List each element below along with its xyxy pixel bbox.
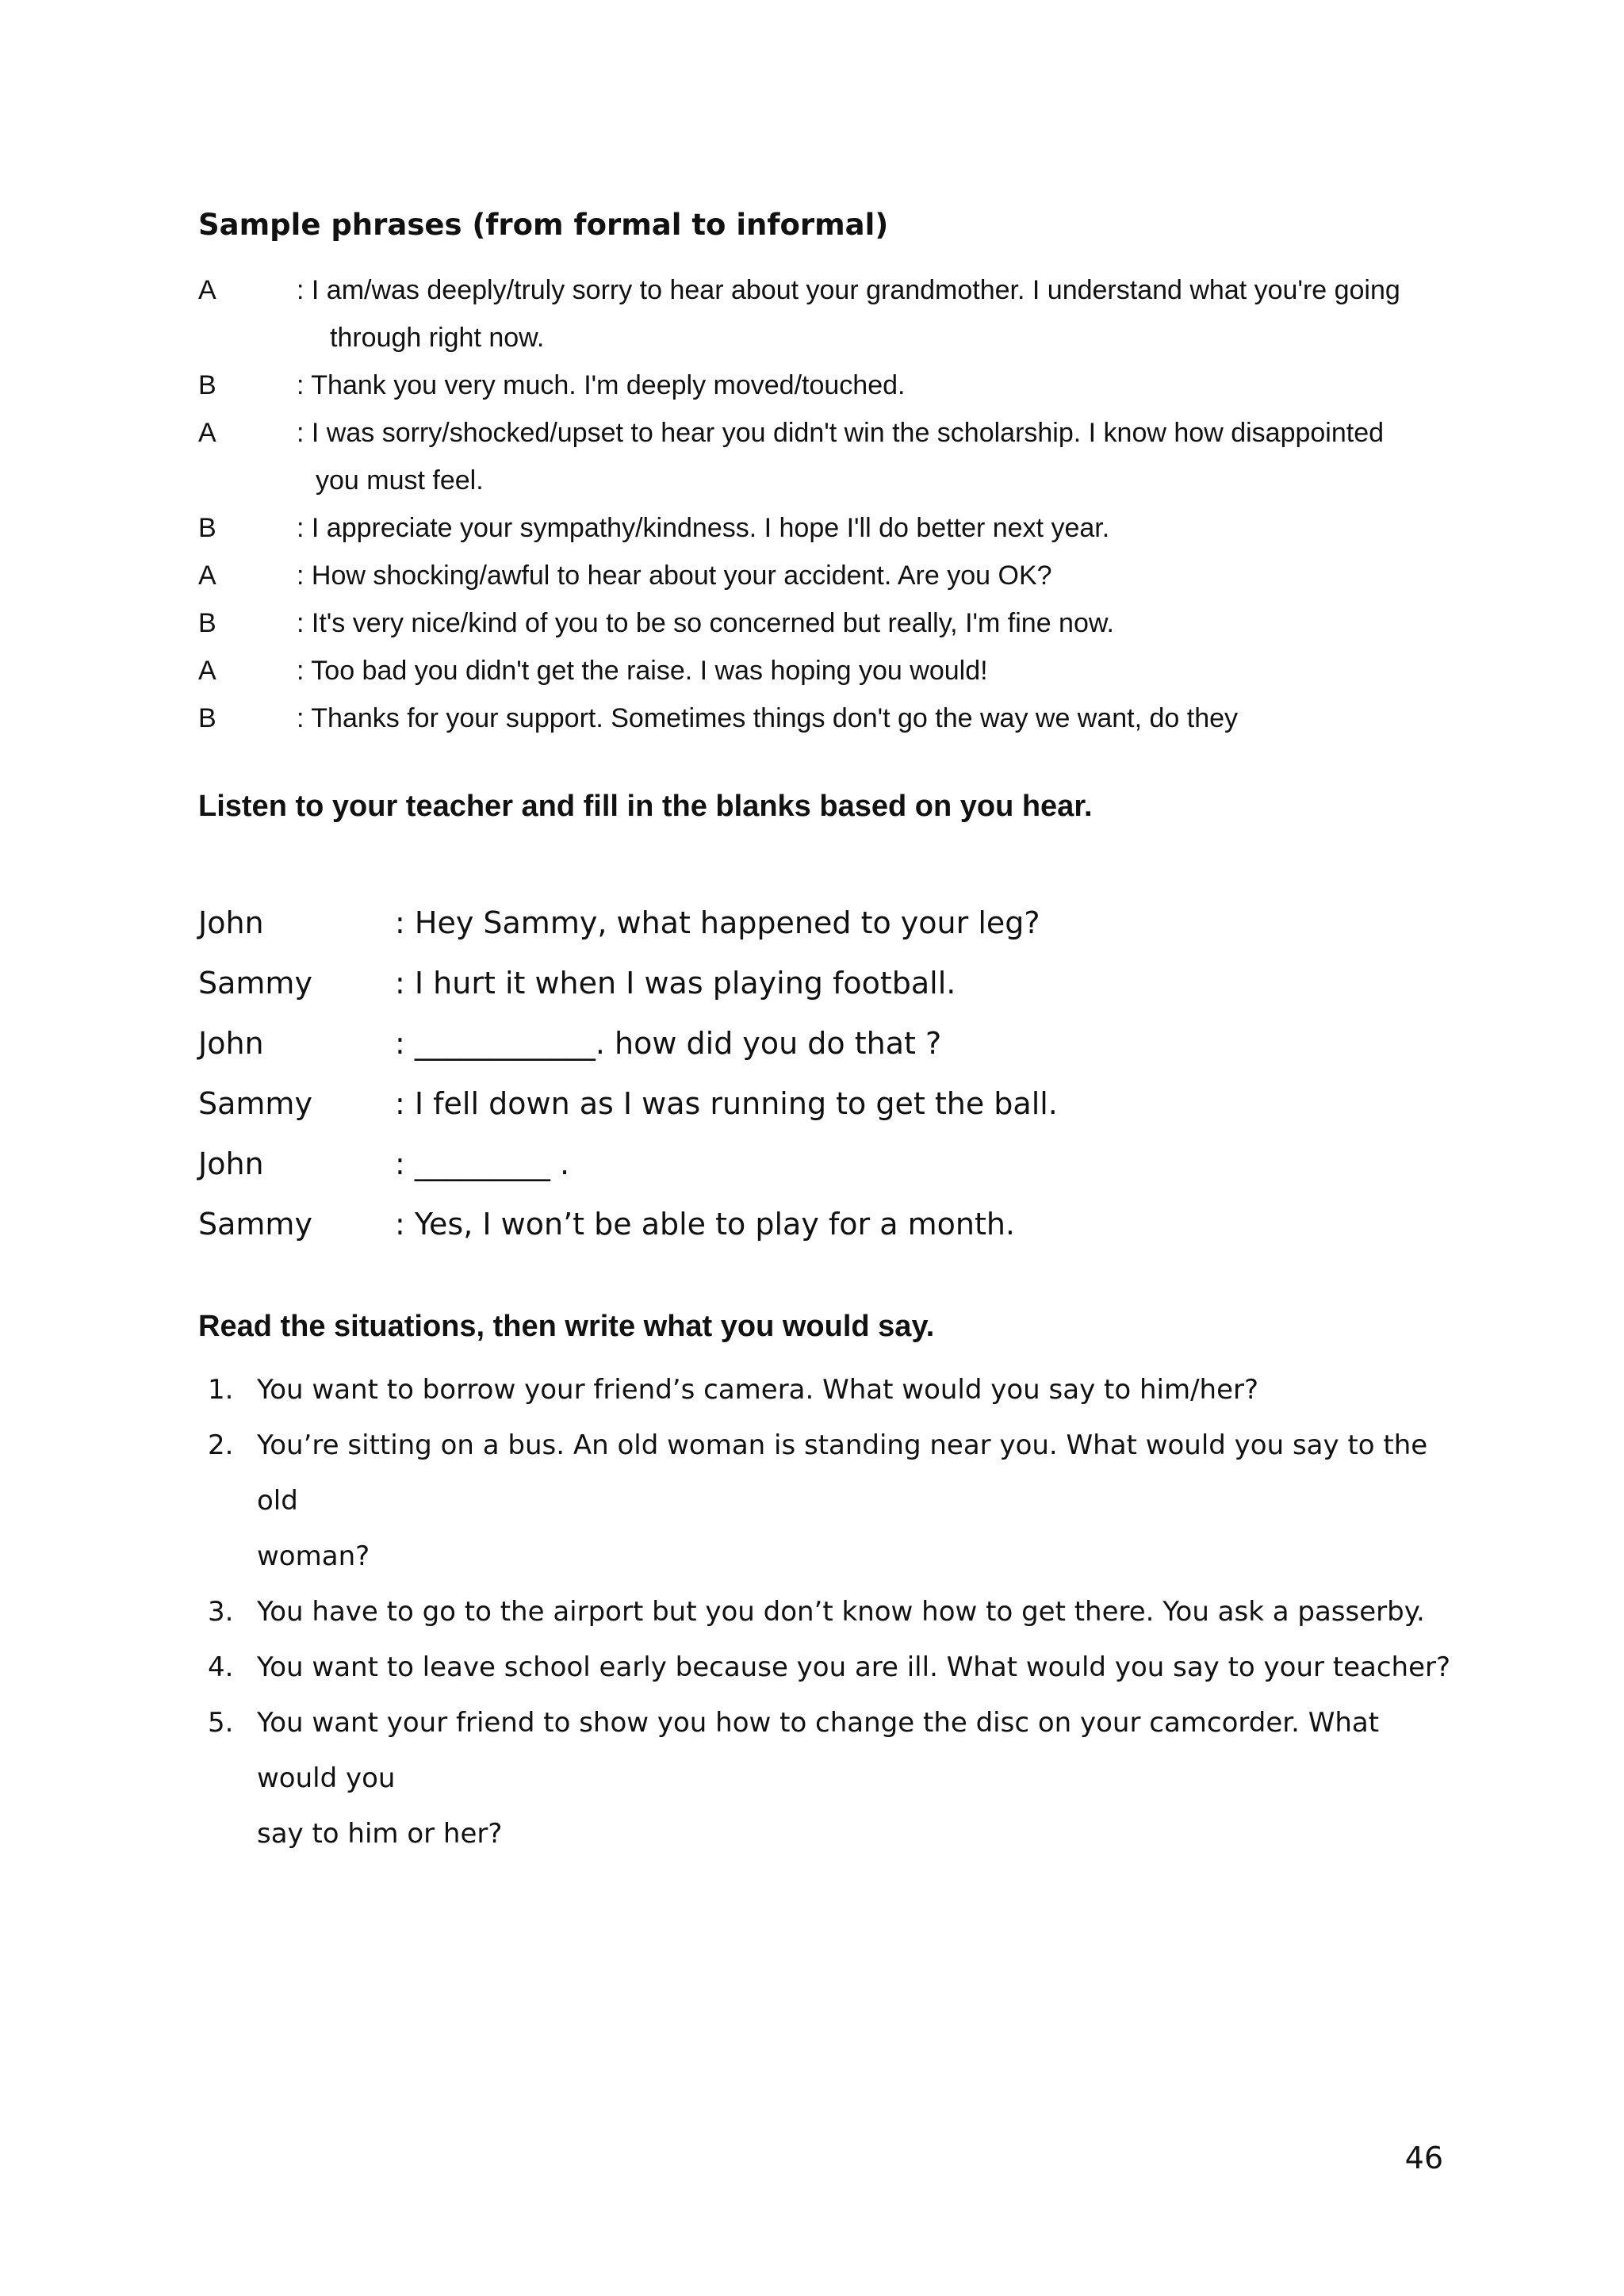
fill-in-dialogue — [198, 893, 1435, 1254]
phrase-text: : It's very nice/kind of you to be so concerned but really, I'm fine now. — [297, 608, 1114, 638]
situation-line: woman? — [257, 1540, 370, 1572]
phrase-text — [297, 266, 1435, 362]
dialogue-line — [198, 1073, 1435, 1134]
situation-line: say to him or her? — [257, 1818, 503, 1850]
dialogue-speaker: John — [198, 1146, 264, 1181]
situation-line: You have to go to the airport but you don’t know how to get there. You ask a passerby. — [257, 1596, 1425, 1628]
listening-heading: Listen to your teacher and fill in the blanks based on you hear. — [198, 790, 1093, 823]
situation-text — [257, 1584, 1451, 1640]
dialogue-line — [198, 893, 1435, 953]
situation-line: You want your friend to show you how to change the disc on your camcorder. What would you — [257, 1707, 1380, 1794]
dialogue-speaker: John — [198, 1026, 264, 1061]
phrase-line — [198, 504, 1435, 552]
sample-phrases-heading: Sample phrases (from formal to informal) — [198, 208, 889, 242]
phrase-text-continuation: you must feel. — [316, 465, 484, 496]
phrase-text: : Thank you very much. I'm deeply moved/touched. — [297, 370, 906, 400]
phrase-line — [198, 599, 1435, 647]
situation-item — [198, 1418, 1451, 1584]
phrase-text: : Thanks for your support. Sometimes things don't go the way we want, do they — [297, 703, 1239, 733]
situation-item — [198, 1362, 1451, 1418]
dialogue-speaker: Sammy — [198, 1207, 312, 1242]
phrase-line — [198, 647, 1435, 695]
situation-number: 4. — [208, 1651, 234, 1683]
phrase-speaker: B — [198, 703, 216, 733]
phrase-line — [198, 362, 1435, 409]
situation-item — [198, 1584, 1451, 1640]
page-number: 46 — [1404, 2141, 1443, 2175]
phrase-line — [198, 409, 1435, 504]
dialogue-text: : I fell down as I was running to get the ball. — [395, 1086, 1058, 1121]
situation-line: You want to leave school early because you are ill. What would you say to your teacher? — [257, 1651, 1451, 1683]
situation-text — [257, 1695, 1451, 1862]
phrase-text-continuation: through right now. — [330, 323, 545, 353]
situation-text — [257, 1640, 1451, 1695]
phrase-speaker: A — [198, 561, 216, 591]
dialogue-text: : Yes, I won’t be able to play for a month. — [395, 1207, 1016, 1242]
phrase-text-main: : I was sorry/shocked/upset to hear you didn't win the scholarship. I know how disappointed — [297, 418, 1385, 448]
situation-number: 2. — [208, 1429, 234, 1461]
dialogue-speaker: Sammy — [198, 966, 312, 1001]
dialogue-text: : Hey Sammy, what happened to your leg? — [395, 905, 1040, 940]
phrase-text: : I appreciate your sympathy/kindness. I hope I'll do better next year. — [297, 513, 1110, 543]
phrase-text — [297, 409, 1435, 504]
phrase-line — [198, 266, 1435, 362]
phrase-line — [198, 552, 1435, 599]
phrase-speaker: A — [198, 275, 216, 305]
situations-heading: Read the situations, then write what you would say. — [198, 1310, 935, 1343]
situation-item — [198, 1640, 1451, 1695]
dialogue-speaker: Sammy — [198, 1086, 312, 1121]
dialogue-line — [198, 1013, 1435, 1073]
dialogue-line — [198, 1134, 1435, 1194]
dialogue-text-with-blank: : ____________. how did you do that ? — [395, 1026, 942, 1061]
phrase-text: : Too bad you didn't get the raise. I was hoping you would! — [297, 656, 988, 686]
dialogue-line — [198, 953, 1435, 1013]
phrase-text-main: : I am/was deeply/truly sorry to hear about your grandmother. I understand what you're going — [297, 275, 1400, 305]
dialogue-speaker: John — [198, 905, 264, 940]
situation-item — [198, 1695, 1451, 1862]
dialogue-line — [198, 1194, 1435, 1254]
phrase-speaker: B — [198, 608, 216, 638]
situation-number: 1. — [208, 1374, 234, 1406]
situation-text — [257, 1362, 1451, 1418]
phrase-speaker: B — [198, 370, 216, 400]
phrase-line — [198, 695, 1435, 742]
situation-number: 5. — [208, 1707, 234, 1739]
situation-line: You’re sitting on a bus. An old woman is standing near you. What would you say to the old — [257, 1429, 1428, 1517]
situation-line: You want to borrow your friend’s camera. What would you say to him/her? — [257, 1374, 1259, 1406]
situation-number: 3. — [208, 1596, 234, 1628]
phrase-speaker: A — [198, 656, 216, 686]
phrase-text: : How shocking/awful to hear about your accident. Are you OK? — [297, 561, 1052, 591]
situation-text — [257, 1418, 1451, 1584]
phrase-speaker: B — [198, 513, 216, 543]
sample-phrases-list — [198, 266, 1435, 742]
phrase-speaker: A — [198, 418, 216, 448]
dialogue-text-with-blank: : _________ . — [395, 1146, 570, 1181]
dialogue-text: : I hurt it when I was playing football. — [395, 966, 956, 1001]
situations-list — [198, 1362, 1451, 1862]
